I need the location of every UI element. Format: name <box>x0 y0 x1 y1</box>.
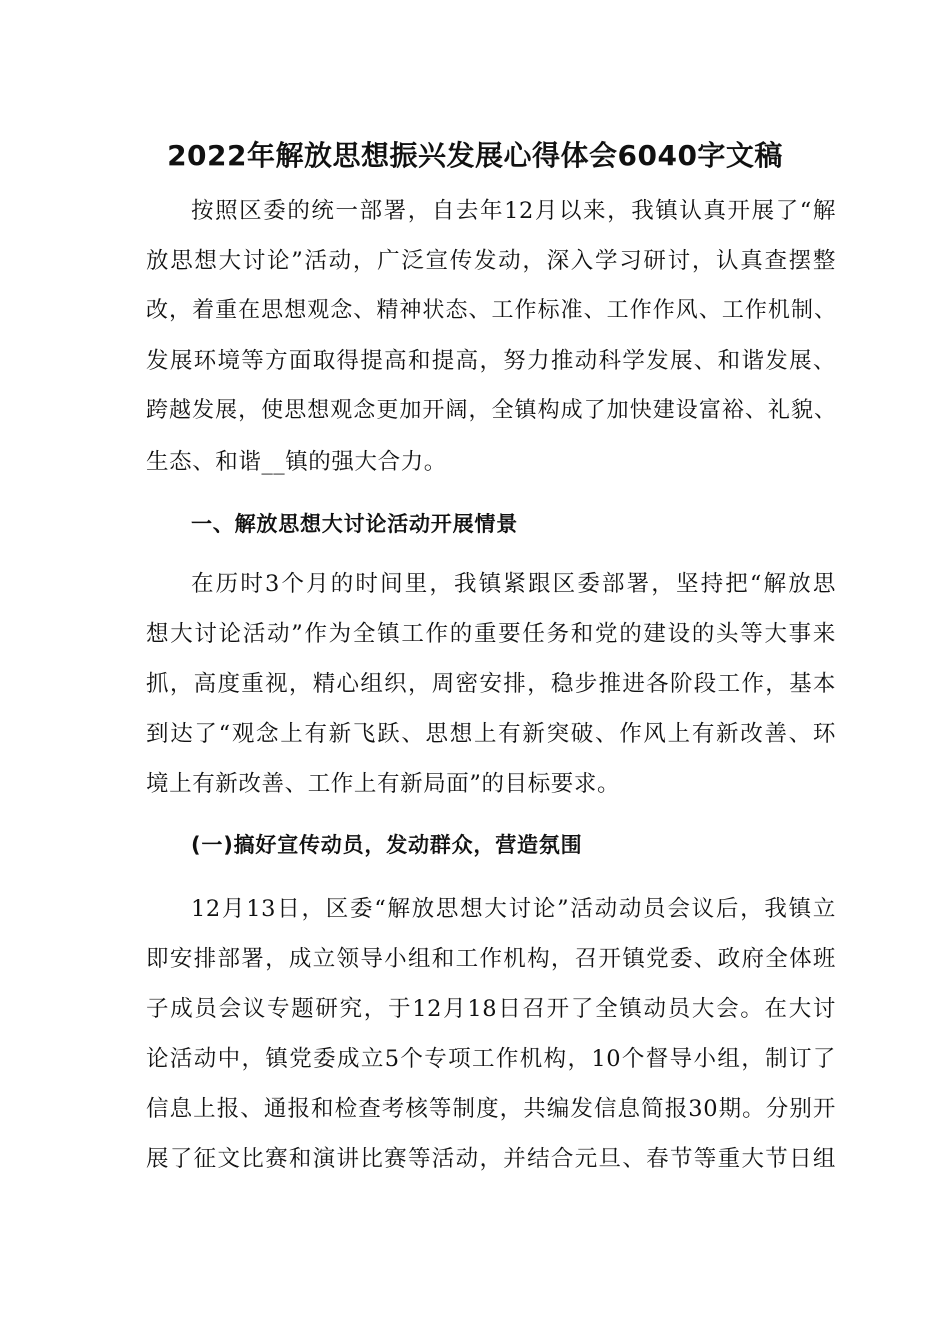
paragraph-1-line-2: 放思想大讨论”活动，广泛宣传发动，深入学习研讨，认真查摆整 <box>146 248 836 274</box>
paragraph-2-line-3: 抓，高度重视，精心组织，周密安排，稳步推进各阶段工作，基本 <box>146 671 836 697</box>
paragraph-3-line-3: 子成员会议专题研究，于12月18日召开了全镇动员大会。在大讨 <box>146 996 836 1022</box>
paragraph-3-line-6: 展了征文比赛和演讲比赛等活动，并结合元旦、春节等重大节日组 <box>146 1146 836 1172</box>
section-heading-2: (一)搞好宣传动员，发动群众，营造氛围 <box>191 833 583 857</box>
section-heading-1: 一、解放思想大讨论活动开展情景 <box>191 512 518 536</box>
paragraph-3-line-2: 即安排部署，成立领导小组和工作机构，召开镇党委、政府全体班 <box>146 946 836 972</box>
paragraph-1-line-6: 生态、和谐__镇的强大合力。 <box>146 449 447 475</box>
paragraph-1-line-1: 按照区委的统一部署，自去年12月以来，我镇认真开展了“解 <box>191 198 836 224</box>
document-title: 2022年解放思想振兴发展心得体会6040字文稿 <box>167 139 783 172</box>
paragraph-3-line-1: 12月13日，区委“解放思想大讨论”活动动员会议后，我镇立 <box>191 896 836 922</box>
paragraph-3-line-5: 信息上报、通报和检查考核等制度，共编发信息简报30期。分别开 <box>146 1096 836 1122</box>
paragraph-1-line-5: 跨越发展，使思想观念更加开阔，全镇构成了加快建设富裕、礼貌、 <box>146 398 836 423</box>
paragraph-2-line-4: 到达了“观念上有新飞跃、思想上有新突破、作风上有新改善、环 <box>146 721 836 747</box>
paragraph-2-line-1: 在历时3个月的时间里，我镇紧跟区委部署，坚持把“解放思 <box>191 571 836 597</box>
paragraph-2-line-2: 想大讨论活动”作为全镇工作的重要任务和党的建设的头等大事来 <box>146 621 836 647</box>
paragraph-3-line-4: 论活动中，镇党委成立5个专项工作机构，10个督导小组，制订了 <box>146 1046 836 1072</box>
paragraph-1-line-4: 发展环境等方面取得提高和提高，努力推动科学发展、和谐发展、 <box>146 348 836 374</box>
paragraph-2-line-5: 境上有新改善、工作上有新局面”的目标要求。 <box>146 771 621 797</box>
paragraph-1-line-3: 改，着重在思想观念、精神状态、工作标准、工作作风、工作机制、 <box>146 298 836 323</box>
